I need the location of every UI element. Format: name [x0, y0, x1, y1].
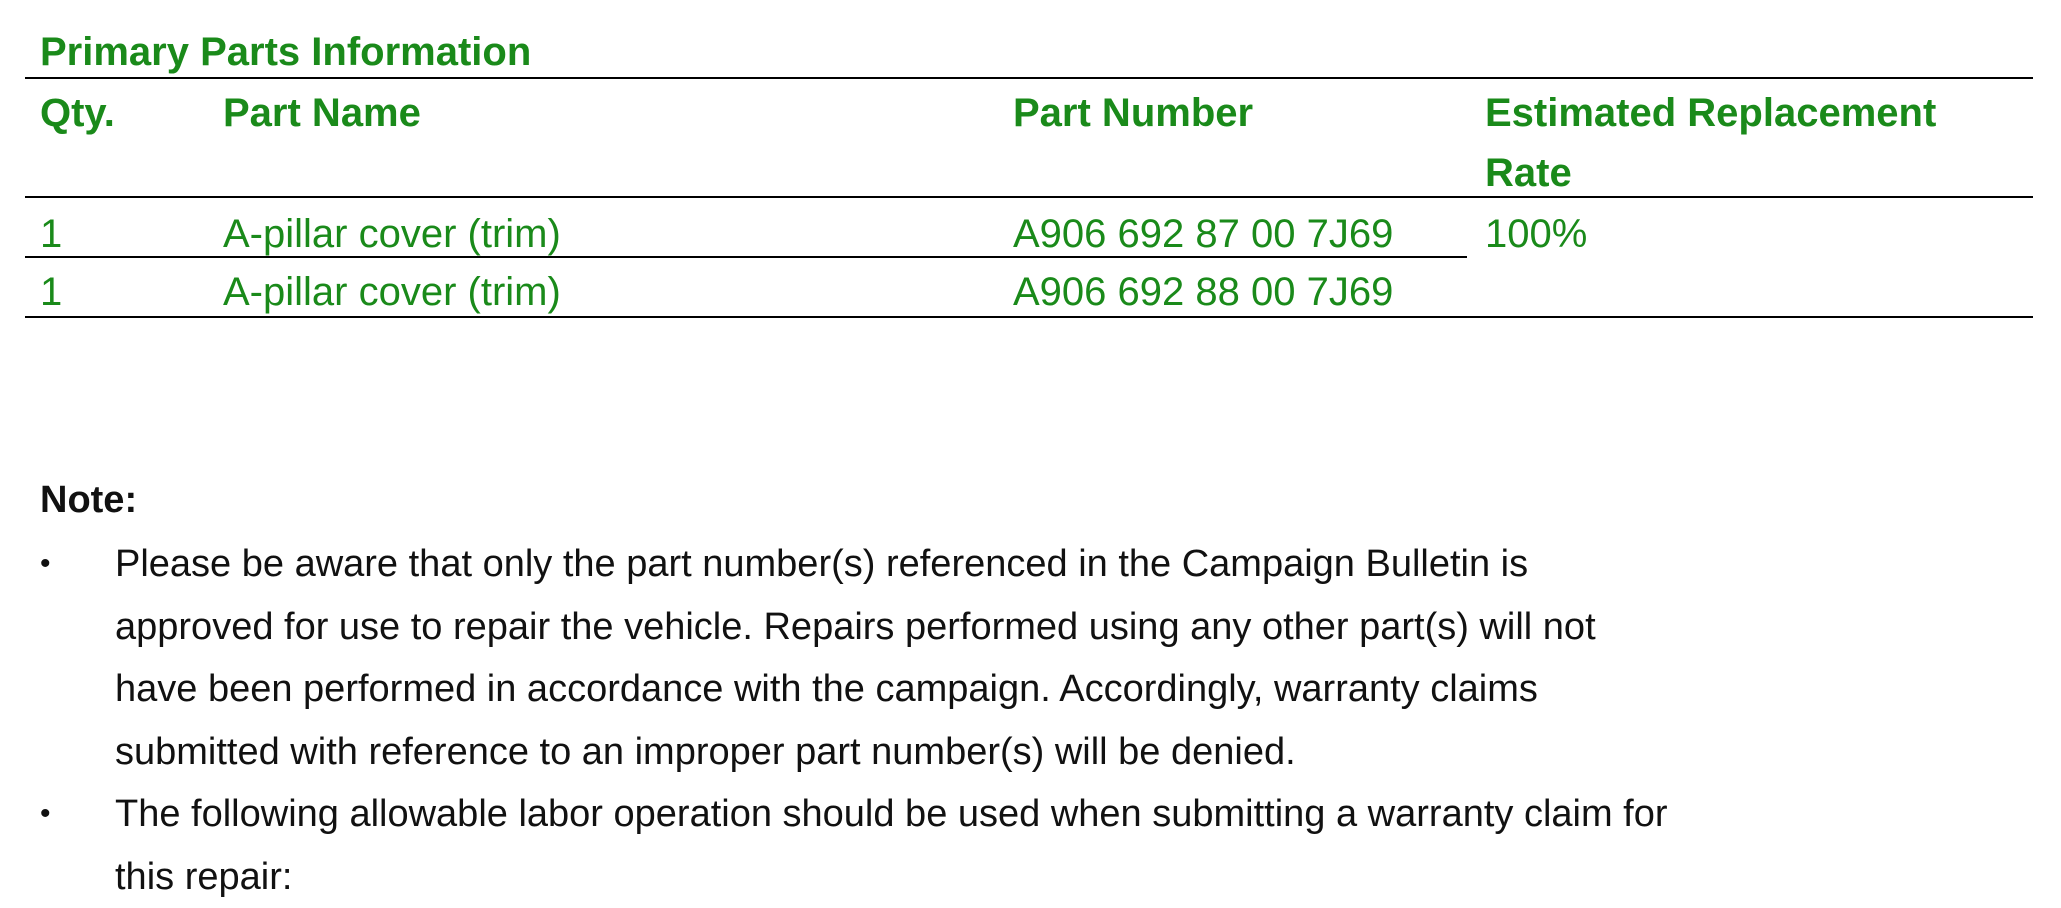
header-part-number: Part Number: [1013, 83, 1253, 143]
row2-rule-part-number: [998, 316, 1467, 318]
header-replacement-rate-line1: Estimated Replacement: [1485, 83, 1936, 143]
note-line: Please be aware that only the part number(s) referenced in the Campaign Bulletin is: [115, 533, 1895, 596]
row2-rule-part-name: [208, 316, 998, 318]
note-line: have been performed in accordance with the campaign. Accordingly, warranty claims: [115, 658, 1895, 721]
note-bullet-text: [115, 783, 1895, 908]
row1-rule-qty: [25, 256, 208, 258]
note-line: this repair:: [115, 846, 1895, 908]
note-title: Note:: [40, 478, 137, 524]
row-part-name: A-pillar cover (trim): [223, 268, 561, 316]
row1-rule-part-number: [998, 256, 1467, 258]
row-part-number: A906 692 88 00 7J69: [1013, 268, 1393, 316]
header-part-name: Part Name: [223, 83, 421, 143]
row2-rule-qty: [25, 316, 208, 318]
row-qty: 1: [40, 210, 62, 258]
bullet-marker: •: [40, 533, 51, 595]
bullet-marker: •: [40, 783, 51, 845]
table-header-bottom-rule: [25, 196, 2033, 198]
table-top-rule: [25, 77, 2033, 79]
note-bullet-text: [115, 533, 1895, 783]
header-replacement-rate-line2: Rate: [1485, 143, 1572, 203]
note-line: submitted with reference to an improper part number(s) will be denied.: [115, 721, 1895, 784]
note-line: approved for use to repair the vehicle. Repairs performed using any other part(s) will not: [115, 596, 1895, 659]
replacement-rate-value: 100%: [1485, 210, 1587, 258]
row1-rule-part-name: [208, 256, 998, 258]
row-part-number: A906 692 87 00 7J69: [1013, 210, 1393, 258]
row2-rule-rate: [1467, 316, 2033, 318]
header-qty: Qty.: [40, 83, 115, 143]
row-part-name: A-pillar cover (trim): [223, 210, 561, 258]
note-line: The following allowable labor operation should be used when submitting a warranty claim for: [115, 783, 1895, 846]
row-qty: 1: [40, 268, 62, 316]
section-title: Primary Parts Information: [40, 28, 531, 76]
